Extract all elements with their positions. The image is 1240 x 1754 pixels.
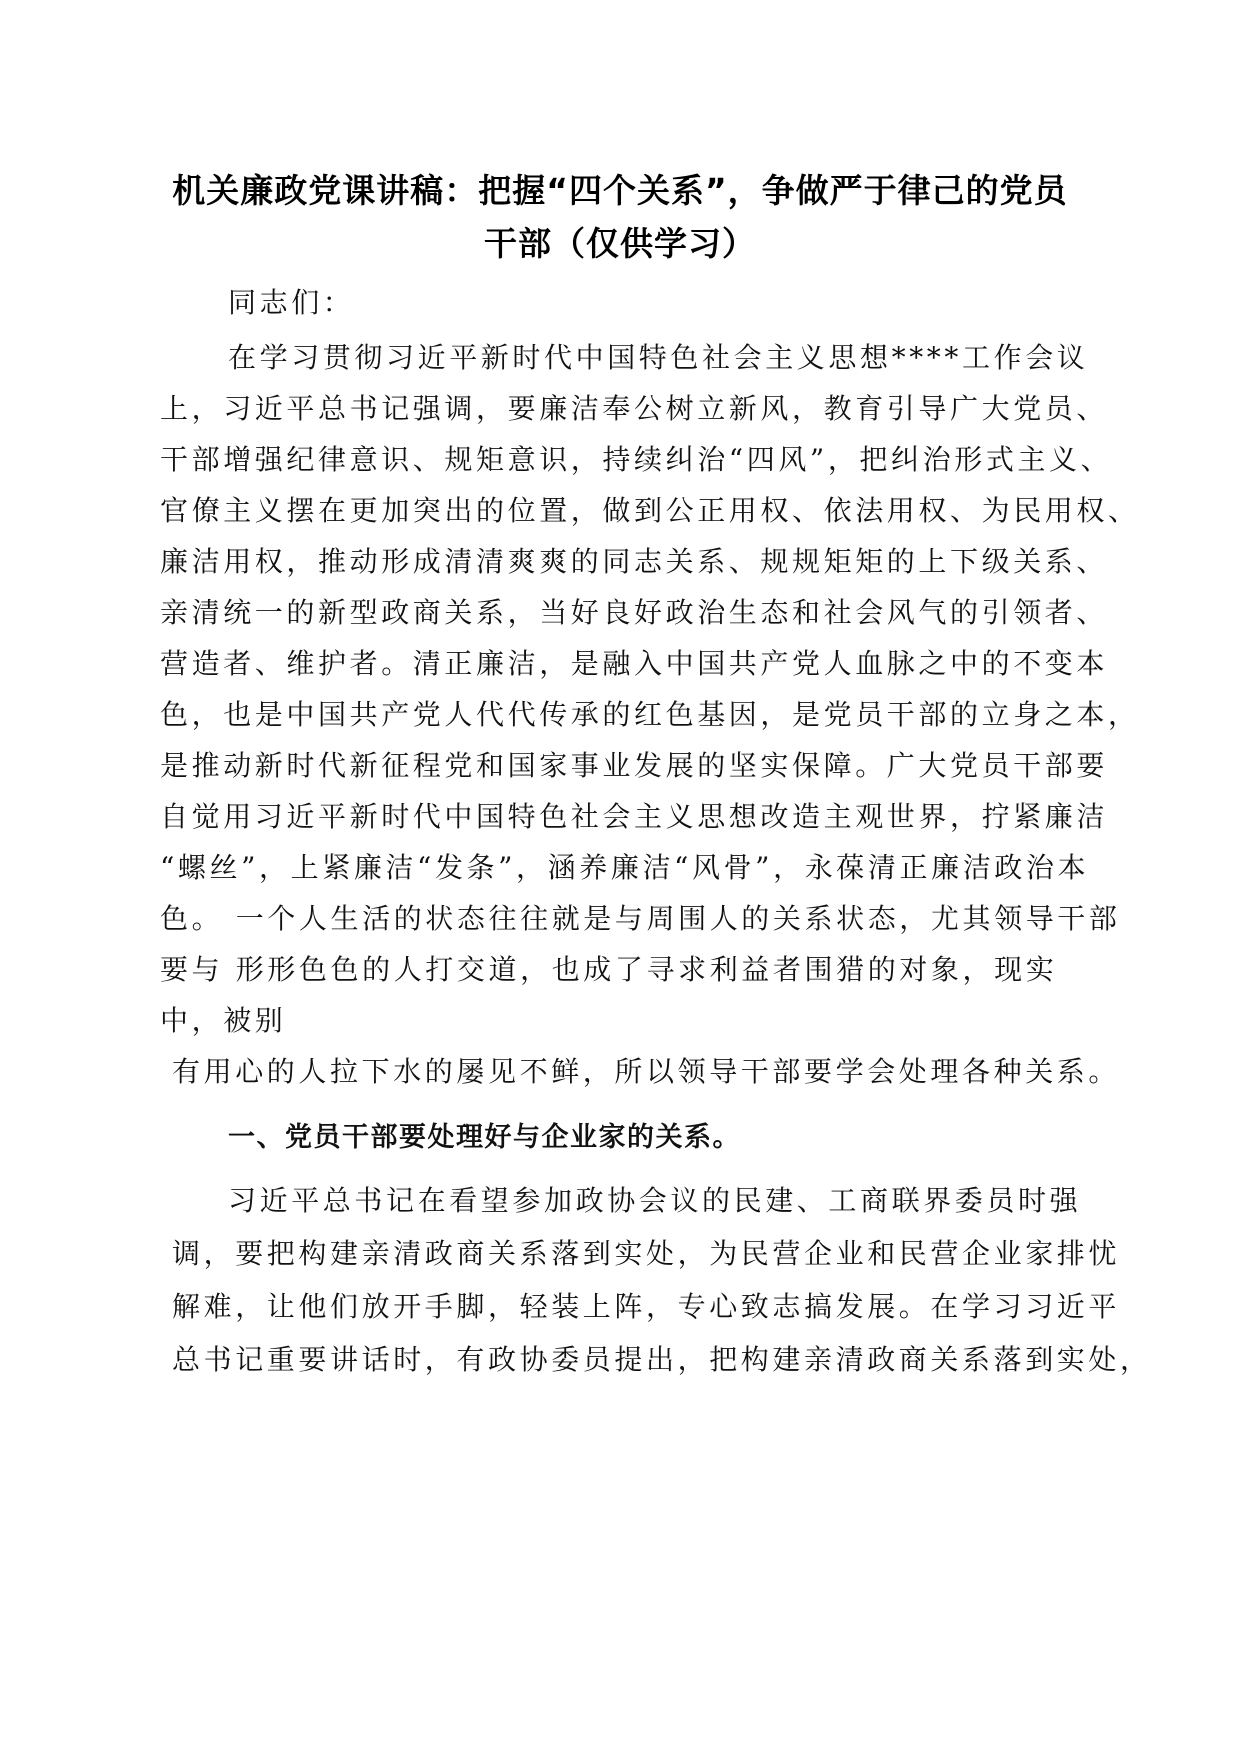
paragraph-line: 干部增强纪律意识、规矩意识，持续纠治“四风”，把纠治形式主义、 bbox=[160, 443, 1113, 476]
paragraph-line: 官僚主义摆在更加突出的位置，做到公正用权、依法用权、为民用权、 bbox=[160, 494, 1140, 527]
paragraph-line: 中，被别 bbox=[160, 1004, 287, 1037]
document-title-line2: 干部（仅供学习） bbox=[484, 224, 756, 263]
paragraph-line: “螺丝”，上紧廉洁“发条”，涵养廉洁“风骨”，永葆清正廉洁政治本 bbox=[160, 851, 1090, 884]
paragraph-line: 有用心的人拉下水的屡见不鲜，所以领导干部要学会处理各种关系。 bbox=[172, 1055, 1121, 1088]
paragraph-line: 色，也是中国共产党人代代传承的红色基因，是党员干部的立身之本， bbox=[160, 698, 1140, 731]
paragraph-line: 总书记重要讲话时，有政协委员提出，把构建亲清政商关系落到实处， bbox=[172, 1343, 1152, 1376]
paragraph-line: 上，习近平总书记强调，要廉洁奉公树立新风，教育引导广大党员、 bbox=[160, 392, 1109, 425]
paragraph-line: 亲清统一的新型政商关系，当好良好政治生态和社会风气的引领者、 bbox=[160, 596, 1109, 629]
paragraph-line: 习近平总书记在看望参加政协会议的民建、工商联界委员时强 bbox=[228, 1184, 1082, 1217]
paragraph-line: 解难，让他们放开手脚，轻装上阵，专心致志搞发展。在学习习近平 bbox=[172, 1290, 1121, 1323]
paragraph-line: 色。 一个人生活的状态往往就是与周围人的关系状态，尤其领导干部 bbox=[160, 902, 1121, 935]
salutation: 同志们： bbox=[228, 286, 355, 319]
paragraph-line: 要与 形形色色的人打交道，也成了寻求利益者围猎的对象，现实 bbox=[160, 953, 1058, 986]
paragraph-line: 廉洁用权，推动形成清清爽爽的同志关系、规规矩矩的上下级关系、 bbox=[160, 545, 1109, 578]
paragraph-line: 营造者、维护者。清正廉洁，是融入中国共产党人血脉之中的不变本 bbox=[160, 647, 1109, 680]
paragraph-line: 自觉用习近平新时代中国特色社会主义思想改造主观世界，拧紧廉洁 bbox=[160, 800, 1109, 833]
paragraph-line: 在学习贯彻习近平新时代中国特色社会主义思想****工作会议 bbox=[228, 341, 1089, 374]
section-1-heading: 一、党员干部要处理好与企业家的关系。 bbox=[228, 1122, 741, 1153]
paragraph-line: 调，要把构建亲清政商关系落到实处，为民营企业和民营企业家排忧 bbox=[172, 1237, 1121, 1270]
document-title-line1: 机关廉政党课讲稿：把握“四个关系”，争做严于律己的党员 bbox=[172, 171, 1068, 210]
paragraph-line: 是推动新时代新征程党和国家事业发展的坚实保障。广大党员干部要 bbox=[160, 749, 1109, 782]
